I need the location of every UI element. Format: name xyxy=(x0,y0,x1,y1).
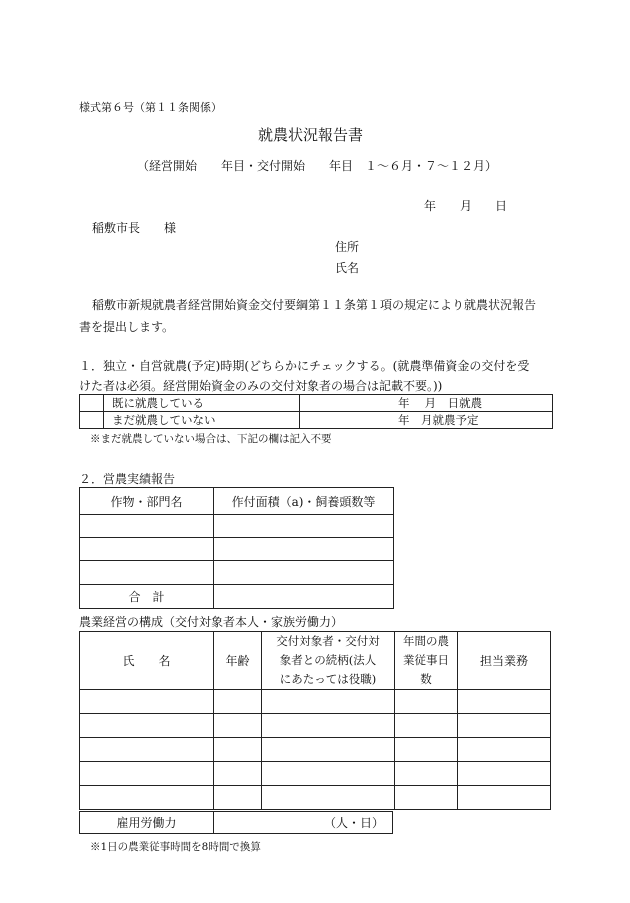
member-name-cell[interactable] xyxy=(80,690,214,714)
crop-row xyxy=(80,561,394,585)
address-label: 住所 xyxy=(335,240,360,254)
crop-name-cell[interactable] xyxy=(80,515,214,538)
intro-line-1: 稲敷市新規就農者経営開始資金交付要綱第１１条第１項の規定により就農状況報告 xyxy=(92,298,537,312)
crop-area-cell[interactable] xyxy=(214,538,394,561)
farm-structure-table xyxy=(79,631,551,810)
structure-header-age: 年齢 xyxy=(214,632,262,690)
member-age-cell[interactable] xyxy=(214,738,262,762)
relation-header-line-1: 交付対象者・交付対 xyxy=(276,634,380,648)
employment-status-table xyxy=(79,394,553,429)
status-row-not-employed xyxy=(80,412,553,429)
intro-line-2: 書を提出します。 xyxy=(79,320,175,334)
subtitle: （経営開始 年目・交付開始 年目 １～６月・７～１２月） xyxy=(137,159,498,173)
section1-note: ※まだ就農していない場合は、下記の欄は記入不要 xyxy=(90,433,332,445)
crop-total-cell[interactable] xyxy=(214,585,394,609)
addressee: 稲敷市長 様 xyxy=(92,221,177,235)
member-duty-cell[interactable] xyxy=(458,786,551,810)
structure-row xyxy=(80,762,551,786)
hired-labor-table xyxy=(79,811,393,834)
structure-header-row xyxy=(80,632,551,690)
crop-table xyxy=(79,487,394,609)
member-name-cell[interactable] xyxy=(80,786,214,810)
member-duty-cell[interactable] xyxy=(458,690,551,714)
status-row-employed xyxy=(80,395,553,412)
status-not-employed-date: 年 月就農予定 xyxy=(300,412,553,429)
crop-name-cell[interactable] xyxy=(80,561,214,585)
checkbox-not-employed[interactable] xyxy=(80,412,104,429)
date-day: 日 xyxy=(495,199,508,213)
name-label: 氏名 xyxy=(335,261,360,275)
member-days-cell[interactable] xyxy=(395,690,458,714)
structure-header-days xyxy=(395,632,458,690)
days-header-line-1: 年間の農 xyxy=(403,634,449,648)
structure-header-relation xyxy=(262,632,395,690)
structure-row xyxy=(80,690,551,714)
crop-header-name: 作物・部門名 xyxy=(80,488,214,515)
member-duty-cell[interactable] xyxy=(458,762,551,786)
footnote: ※1日の農業従事時間を8時間で換算 xyxy=(90,841,261,853)
member-relation-cell[interactable] xyxy=(262,762,395,786)
member-age-cell[interactable] xyxy=(214,690,262,714)
page-title: 就農状況報告書 xyxy=(258,126,364,144)
status-employed-label: 既に就農している xyxy=(104,395,300,412)
status-not-employed-label: まだ就農していない xyxy=(104,412,300,429)
member-duty-cell[interactable] xyxy=(458,738,551,762)
member-relation-cell[interactable] xyxy=(262,786,395,810)
status-employed-date: 年 月 日就農 xyxy=(300,395,553,412)
crop-row xyxy=(80,515,394,538)
member-days-cell[interactable] xyxy=(395,786,458,810)
structure-header-name: 氏 名 xyxy=(80,632,214,690)
structure-row xyxy=(80,714,551,738)
crop-row xyxy=(80,538,394,561)
member-name-cell[interactable] xyxy=(80,738,214,762)
date-year: 年 xyxy=(424,199,437,213)
member-age-cell[interactable] xyxy=(214,762,262,786)
member-days-cell[interactable] xyxy=(395,738,458,762)
crop-total-row xyxy=(80,585,394,609)
member-relation-cell[interactable] xyxy=(262,714,395,738)
member-days-cell[interactable] xyxy=(395,714,458,738)
crop-total-label: 合 計 xyxy=(80,585,214,609)
member-name-cell[interactable] xyxy=(80,714,214,738)
member-duty-cell[interactable] xyxy=(458,714,551,738)
relation-header-line-2: 象者との続柄(法人 xyxy=(279,653,377,667)
days-header-line-3: 数 xyxy=(420,672,432,686)
form-number: 様式第６号（第１１条関係） xyxy=(79,101,222,114)
hired-labor-unit[interactable]: （人・日） xyxy=(214,812,393,834)
hired-labor-row xyxy=(80,812,393,834)
date-month: 月 xyxy=(460,199,473,213)
crop-header-area: 作付面積（a)・飼養頭数等 xyxy=(214,488,394,515)
member-age-cell[interactable] xyxy=(214,714,262,738)
section2-heading: ２．営農実績報告 xyxy=(79,472,176,486)
member-age-cell[interactable] xyxy=(214,786,262,810)
crop-area-cell[interactable] xyxy=(214,515,394,538)
section1-heading-line-2: けた者は必須。経営開始資金のみの交付対象者の場合は記載不要。)) xyxy=(79,379,443,393)
structure-header-duty: 担当業務 xyxy=(458,632,551,690)
structure-row xyxy=(80,738,551,762)
structure-row xyxy=(80,786,551,810)
crop-area-cell[interactable] xyxy=(214,561,394,585)
hired-labor-label: 雇用労働力 xyxy=(80,812,214,834)
member-name-cell[interactable] xyxy=(80,762,214,786)
member-days-cell[interactable] xyxy=(395,762,458,786)
section1-heading-line-1: １．独立・自営就農(予定)時期(どちらかにチェックする。(就農準備資金の交付を受 xyxy=(79,359,530,373)
crop-name-cell[interactable] xyxy=(80,538,214,561)
days-header-line-2: 業従事日 xyxy=(403,653,449,667)
member-relation-cell[interactable] xyxy=(262,738,395,762)
structure-heading: 農業経営の構成（交付対象者本人・家族労働力） xyxy=(79,615,344,629)
checkbox-employed[interactable] xyxy=(80,395,104,412)
relation-header-line-3: にあたっては役職) xyxy=(279,672,377,686)
member-relation-cell[interactable] xyxy=(262,690,395,714)
crop-header-row xyxy=(80,488,394,515)
